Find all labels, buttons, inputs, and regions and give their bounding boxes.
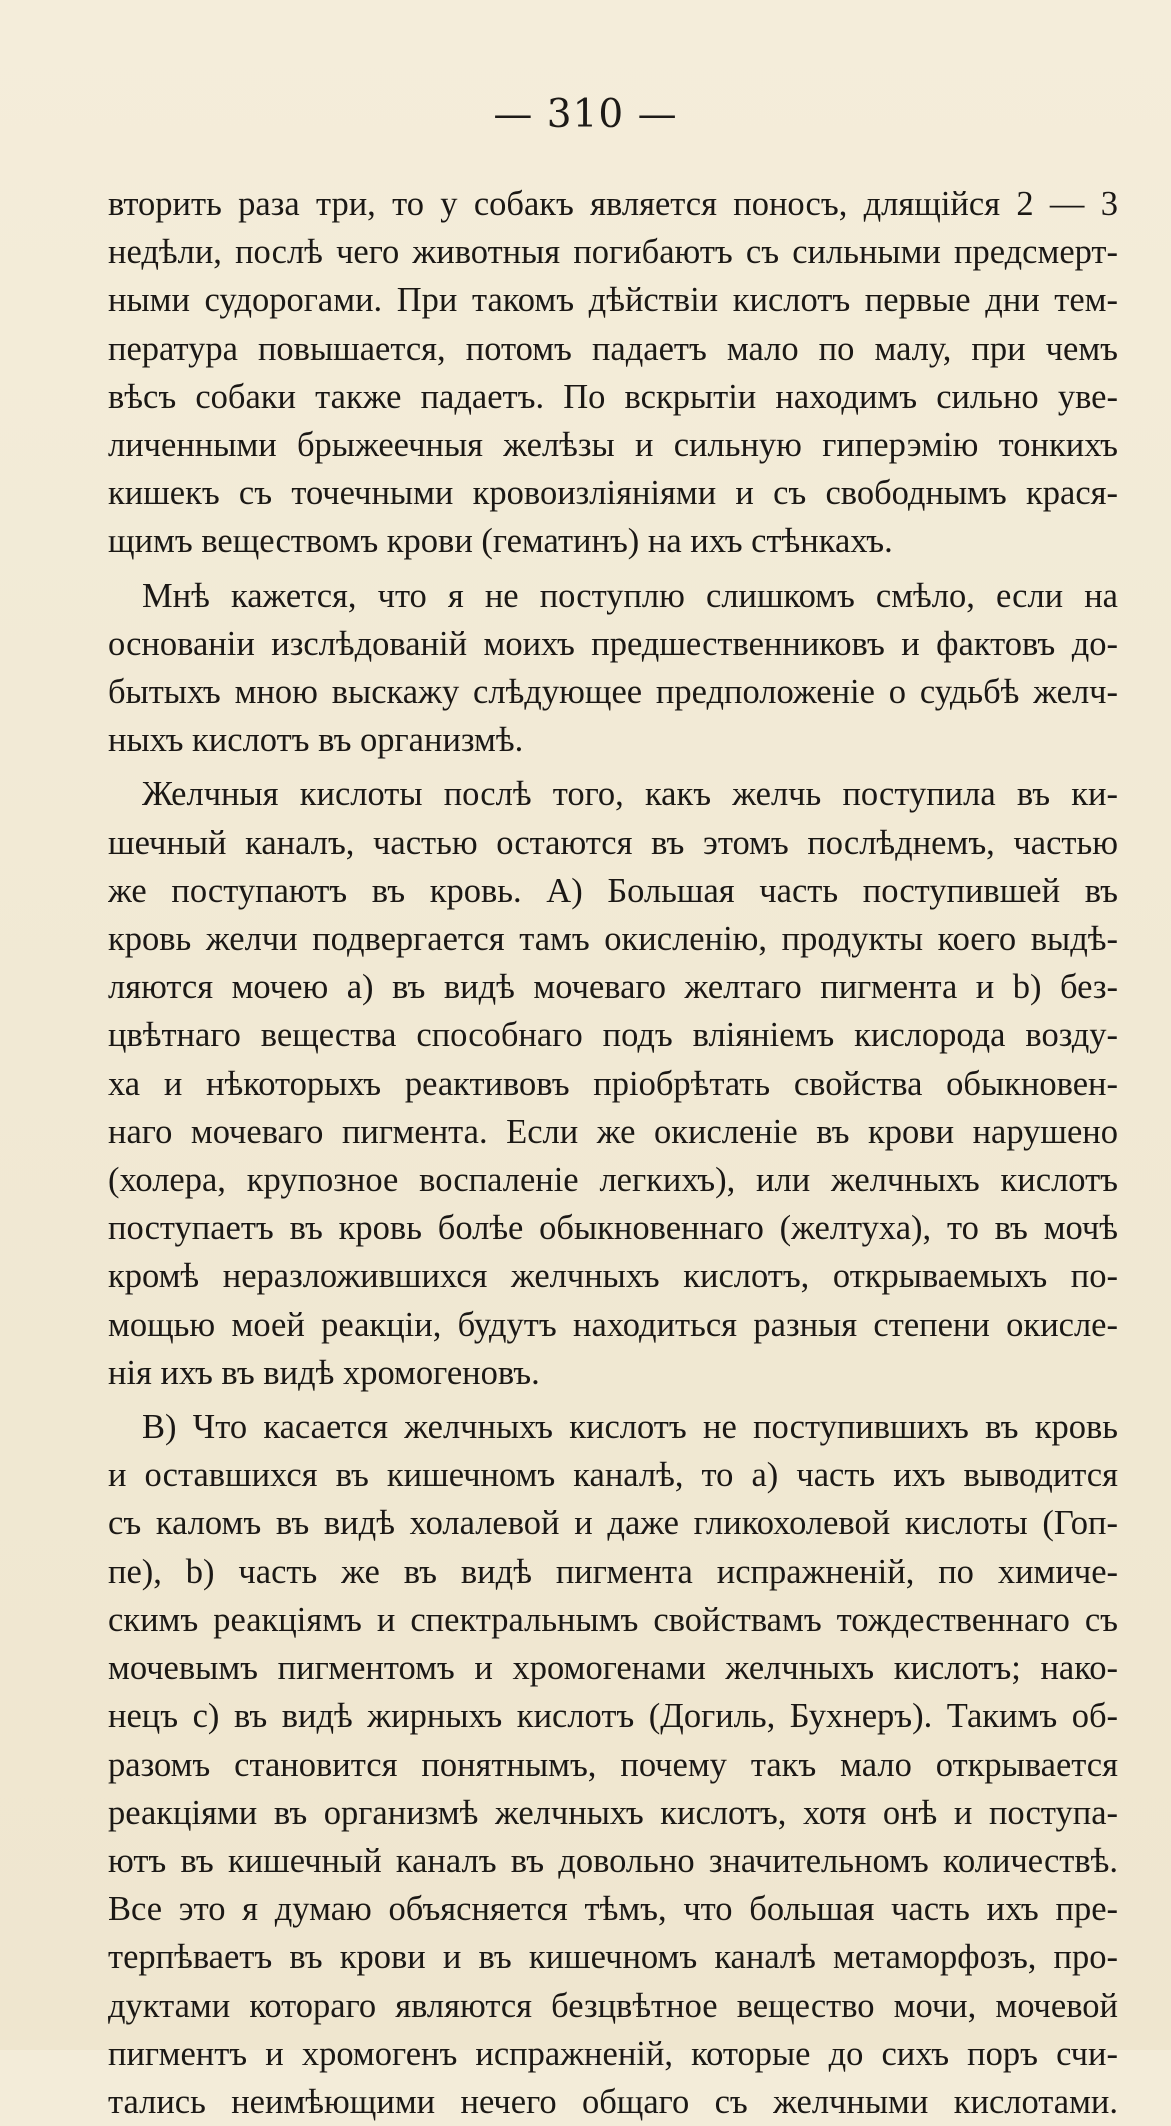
text-line: терпѣваетъ въ крови и въ кишечномъ каналѣ метаморфозъ, про- bbox=[108, 1938, 1118, 1977]
text-line: ютъ въ кишечный каналъ въ довольно значительномъ количествѣ. bbox=[108, 1841, 1118, 1880]
text-line: пигментъ и хромогенъ испражненій, которые до сихъ поръ счи- bbox=[108, 2034, 1118, 2073]
text-line: скимъ реакціямъ и спектральнымъ свойствамъ тождественнаго съ bbox=[108, 1600, 1118, 1639]
text-line: пература повышается, потомъ падаетъ мало по малу, при чемъ bbox=[108, 329, 1118, 368]
text-line: шечный каналъ, частью остаются въ этомъ послѣднемъ, частью bbox=[108, 823, 1118, 862]
text-line: бытыхъ мною выскажу слѣдующее предположеніе о судьбѣ желч- bbox=[108, 673, 1118, 712]
body-text bbox=[108, 180, 1118, 2126]
text-line: съ каломъ въ видѣ холалевой и даже гликохолевой кислоты (Гоп- bbox=[108, 1504, 1118, 1543]
text-line: поступаетъ въ кровь болѣе обыкновеннаго (желтуха), то въ мочѣ bbox=[108, 1209, 1118, 1248]
text-line: ха и нѣкоторыхъ реактивовъ пріобрѣтать свойства обыкновен- bbox=[108, 1064, 1118, 1103]
text-line: цвѣтнаго вещества способнаго подъ вліяніемъ кислорода возду- bbox=[108, 1016, 1118, 1055]
text-line: реакціями въ организмѣ желчныхъ кислотъ, хотя онѣ и поступа- bbox=[108, 1793, 1118, 1832]
text-line: мочевымъ пигментомъ и хромогенами желчныхъ кислотъ; нако- bbox=[108, 1649, 1118, 1688]
text-line: (холера, крупозное воспаленіе легкихъ), или желчныхъ кислотъ bbox=[108, 1161, 1118, 1200]
text-line: Желчныя кислоты послѣ того, какъ желчь поступила въ ки- bbox=[142, 775, 1118, 814]
text-line: наго мочеваго пигмента. Если же окисленіе въ крови нарушено bbox=[108, 1112, 1118, 1151]
text-line: разомъ становится понятнымъ, почему такъ мало открывается bbox=[108, 1745, 1118, 1784]
text-line: ныхъ кислотъ въ организмѣ. bbox=[108, 721, 524, 760]
text-line: основаніи изслѣдованій моихъ предшественниковъ и фактовъ до- bbox=[108, 624, 1118, 663]
text-line: нецъ c) въ видѣ жирныхъ кислотъ (Догиль, Бухнеръ). Такимъ об- bbox=[108, 1697, 1118, 1736]
text-line: кромѣ неразложившихся желчныхъ кислотъ, открываемыхъ по- bbox=[108, 1257, 1118, 1296]
text-line: Все это я думаю объясняется тѣмъ, что большая часть ихъ пре- bbox=[108, 1890, 1118, 1929]
text-line: мощью моей реакціи, будутъ находиться разныя степени окисле- bbox=[108, 1305, 1118, 1344]
page-number: — 310 — bbox=[493, 92, 678, 137]
text-line: кишекъ съ точечными кровоизліяніями и съ свободнымъ крася- bbox=[108, 474, 1118, 513]
text-line: ляются мочею a) въ видѣ мочеваго желтаго пигмента и b) без- bbox=[108, 968, 1118, 1007]
text-line: B) Что касается желчныхъ кислотъ не поступившихъ въ кровь bbox=[142, 1408, 1118, 1447]
text-line: личенными брыжеечныя желѣзы и сильную гиперэмію тонкихъ bbox=[108, 426, 1118, 465]
text-line: недѣли, послѣ чего животныя погибаютъ съ сильными предсмерт- bbox=[108, 233, 1118, 272]
text-line: ными судорогами. При такомъ дѣйствіи кислотъ первые дни тем- bbox=[108, 281, 1118, 320]
text-line: кровь желчи подвергается тамъ окисленію, продукты коего выдѣ- bbox=[108, 920, 1118, 959]
text-line: нія ихъ въ видѣ хромогеновъ. bbox=[108, 1353, 540, 1392]
text-line: вторить раза три, то у собакъ является поносъ, длящійся 2 — 3 bbox=[108, 185, 1118, 223]
text-line: щимъ веществомъ крови (гематинъ) на ихъ стѣнкахъ. bbox=[108, 522, 893, 561]
text-line: вѣсъ собаки также падаетъ. По вскрытіи находимъ сильно уве- bbox=[108, 377, 1118, 416]
text-line: и оставшихся въ кишечномъ каналѣ, то a) часть ихъ выводится bbox=[108, 1456, 1118, 1495]
text-line: же поступаютъ въ кровь. A) Большая часть поступившей въ bbox=[108, 871, 1118, 910]
text-line: Мнѣ кажется, что я не поступлю слишкомъ смѣло, если на bbox=[142, 576, 1118, 615]
text-line: тались неимѣющими нечего общаго съ желчными кислотами. bbox=[108, 2082, 1118, 2121]
text-line: дуктами котораго являются безцвѣтное вещество мочи, мочевой bbox=[108, 1986, 1118, 2025]
text-line: пе), b) часть же въ видѣ пигмента испражненій, по химиче- bbox=[108, 1552, 1118, 1591]
